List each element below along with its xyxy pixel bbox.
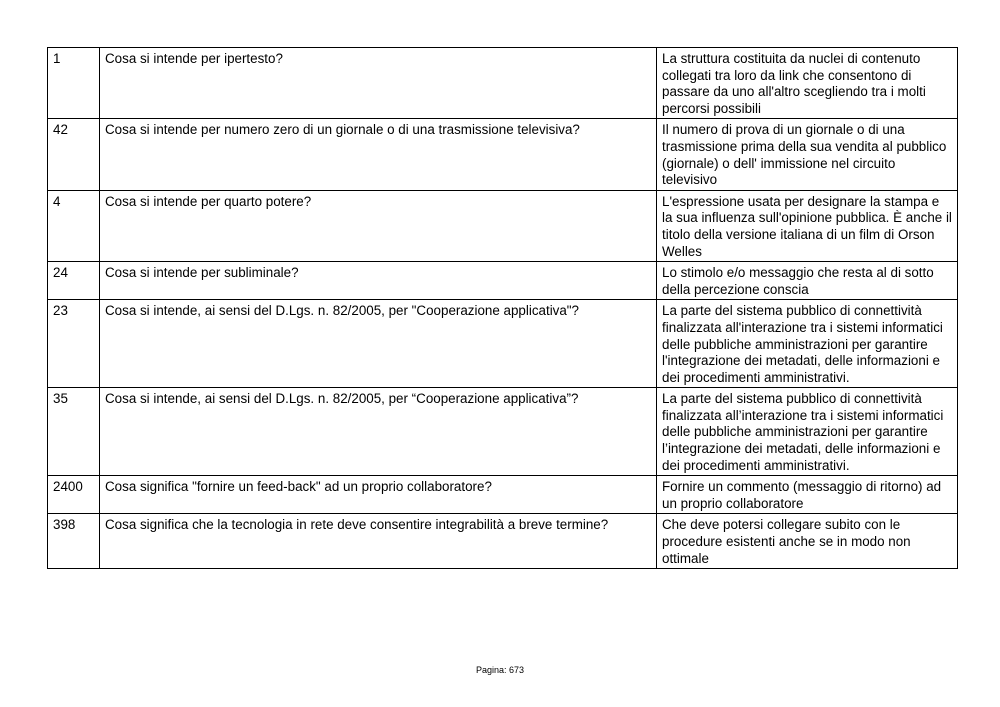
table-row	[48, 388, 958, 476]
table-row	[48, 190, 958, 261]
answer-text: L'espressione usata per designare la stampa e la sua influenza sull'opinione pubblica. È anche il titolo della versione italiana di un film di Orson Welles	[657, 190, 958, 261]
question-text: Cosa si intende, ai sensi del D.Lgs. n. 82/2005, per “Cooperazione applicativa”?	[100, 388, 657, 476]
answer-text: Fornire un commento (messaggio di ritorno) ad un proprio collaboratore	[657, 476, 958, 514]
question-text: Cosa si intende, ai sensi del D.Lgs. n. 82/2005, per "Cooperazione applicativa"?	[100, 300, 657, 388]
row-number: 1	[48, 48, 100, 119]
row-number: 2400	[48, 476, 100, 514]
question-text: Cosa si intende per quarto potere?	[100, 190, 657, 261]
table-row	[48, 48, 958, 119]
answer-text: Che deve potersi collegare subito con le procedure esistenti anche se in modo non ottimale	[657, 514, 958, 569]
table-row	[48, 119, 958, 190]
row-number: 35	[48, 388, 100, 476]
question-text: Cosa si intende per subliminale?	[100, 262, 657, 300]
answer-text: Il numero di prova di un giornale o di una trasmissione prima della sua vendita al pubblico (giornale) o dell' immissione nel circuito televisivo	[657, 119, 958, 190]
question-text: Cosa significa che la tecnologia in rete deve consentire integrabilità a breve termine?	[100, 514, 657, 569]
questions-table	[47, 47, 958, 569]
answer-text: Lo stimolo e/o messaggio che resta al di sotto della percezione conscia	[657, 262, 958, 300]
question-text: Cosa si intende per ipertesto?	[100, 48, 657, 119]
table-row	[48, 300, 958, 388]
table-row	[48, 262, 958, 300]
row-number: 398	[48, 514, 100, 569]
question-text: Cosa significa "fornire un feed-back" ad un proprio collaboratore?	[100, 476, 657, 514]
table-row	[48, 514, 958, 569]
answer-text: La parte del sistema pubblico di connettività finalizzata all'interazione tra i sistemi informatici delle pubbliche amministrazioni per garantire l'integrazione dei metadati, delle informazioni e dei procedimenti amministrativi.	[657, 300, 958, 388]
row-number: 42	[48, 119, 100, 190]
page-number-footer: Pagina: 673	[475, 665, 525, 675]
table-row	[48, 476, 958, 514]
row-number: 4	[48, 190, 100, 261]
question-text: Cosa si intende per numero zero di un giornale o di una trasmissione televisiva?	[100, 119, 657, 190]
answer-text: La parte del sistema pubblico di connettività finalizzata all’interazione tra i sistemi informatici delle pubbliche amministrazioni per garantire l’integrazione dei metadati, delle informazioni e dei procedimenti amministrativi.	[657, 388, 958, 476]
row-number: 24	[48, 262, 100, 300]
row-number: 23	[48, 300, 100, 388]
answer-text: La struttura costituita da nuclei di contenuto collegati tra loro da link che consentono di passare da uno all'altro scegliendo tra i molti percorsi possibili	[657, 48, 958, 119]
